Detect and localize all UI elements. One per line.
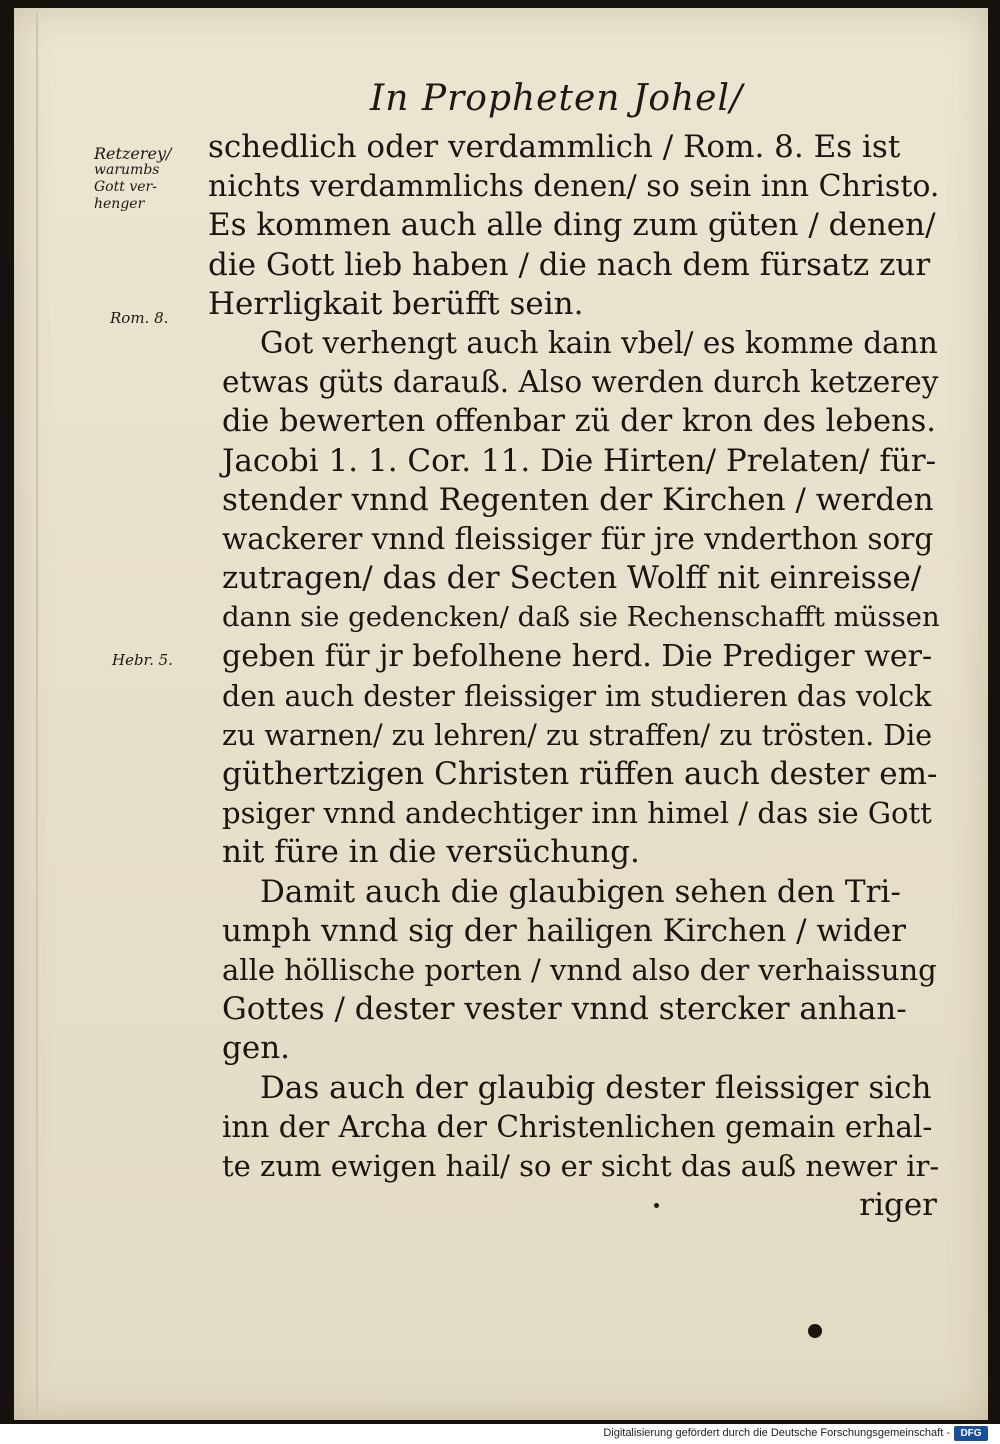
footer-bar (0, 1424, 1000, 1444)
text-line: zu warnen/ zu lehren/ zu straffen/ zu trösten. Die (222, 718, 933, 752)
text-line: Es kommen auch alle ding zum güten / denen/ (208, 207, 936, 244)
margin-note-line: Retzerey/ (94, 144, 172, 163)
ink-spot (808, 1324, 822, 1338)
text-line: nit füre in die versüchung. (222, 834, 640, 871)
body-text (208, 128, 943, 1225)
running-head: In Propheten Johel/ (370, 78, 744, 119)
text-line: inn der Archa der Christenlichen gemain erhal- (222, 1109, 933, 1144)
funding-credit: Digitalisierung gefördert durch die Deutsche Forschungsgemeinschaft - (603, 1427, 950, 1439)
margin-note-line: warumbs (94, 162, 160, 178)
margin-note-ketzerey (94, 145, 204, 213)
text-line: die Gott lieb haben / die nach dem fürsatz zur (208, 246, 931, 283)
text-line: den auch dester fleissiger im studieren das volck (222, 679, 932, 713)
text-line: die bewerten offenbar zü der kron des lebens. (222, 404, 936, 440)
text-line: dann sie gedencken/ daß sie Rechenschafft müssen (222, 601, 940, 634)
margin-note-hebr: Hebr. 5. (112, 651, 173, 669)
text-line: Gottes / dester vester vnnd stercker anhan- (222, 991, 907, 1028)
text-line: güthertzigen Christen rüffen auch dester em- (222, 756, 938, 792)
text-line: geben für jr befolhene herd. Die Prediger wer- (222, 639, 933, 675)
text-line: etwas güts darauß. Also werden durch ketzerey (222, 365, 939, 400)
text-line: Das auch der glaubig dester fleissiger sich (260, 1069, 932, 1106)
margin-note-rom: Rom. 8. (110, 309, 169, 327)
dfg-logo: DFG (954, 1426, 988, 1441)
text-line: psiger vnnd andechtiger inn himel / das sie Gott (222, 796, 932, 831)
text-line: gen. (222, 1030, 291, 1067)
printer-mark (654, 1203, 659, 1208)
text-line: Jacobi 1. 1. Cor. 11. Die Hirten/ Prelaten/ für- (222, 442, 937, 479)
text-line: wackerer vnnd fleissiger für jre vnderthon sorg (222, 521, 934, 556)
text-line: Damit auch die glaubigen sehen den Tri- (260, 873, 901, 910)
text-line: alle höllische porten / vnnd also der verhaissung (222, 952, 937, 987)
margin-note-line: henger (94, 196, 145, 212)
catchword: riger (859, 1187, 937, 1224)
margin-note-line: Gott ver- (94, 179, 157, 195)
text-line: te zum ewigen hail/ so er sicht das auß newer ir- (222, 1148, 940, 1183)
text-line: Herrligkait berüfft sein. (208, 285, 584, 322)
text-line: umph vnnd sig der hailigen Kirchen / wider (222, 912, 906, 949)
text-line: Got verhengt auch kain vbel/ es komme dann (260, 325, 938, 360)
text-line: zutragen/ das der Secten Wolff nit einreisse/ (222, 560, 922, 597)
text-line: stender vnnd Regenten der Kirchen / werden (222, 481, 934, 518)
page-edge-line (36, 12, 38, 1416)
text-line: nichts verdammlichs denen/ so sein inn Christo. (208, 169, 940, 205)
text-line: schedlich oder verdammlich / Rom. 8. Es ist (208, 129, 901, 165)
